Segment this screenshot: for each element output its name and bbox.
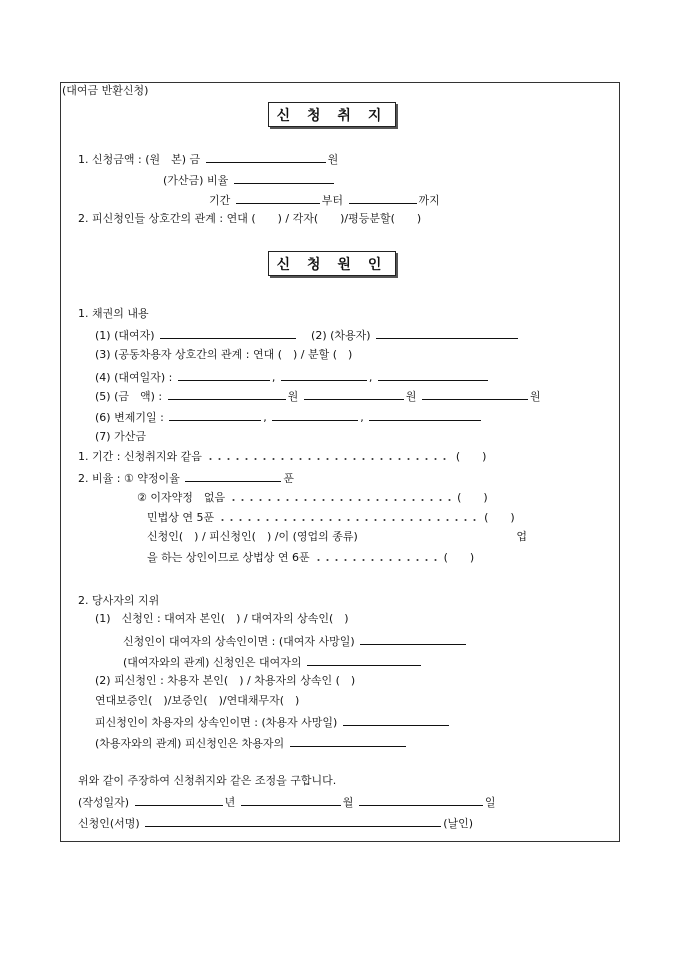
date-label: (작성일자) — [78, 796, 130, 809]
applicant-relation-field[interactable] — [307, 654, 421, 666]
pun-label: 푼 — [283, 472, 294, 485]
borrower-field[interactable] — [376, 327, 518, 339]
dot-leader — [314, 550, 440, 561]
due-date-field-1[interactable] — [169, 409, 261, 421]
respondent-relation-label: (차용자와의 관계) 피신청인은 차용자의 — [95, 737, 285, 750]
due-date-field-3[interactable] — [369, 409, 481, 421]
checkbox-paren[interactable]: ( ) — [455, 450, 487, 463]
applicant-heir-row — [123, 633, 468, 649]
checkbox-paren[interactable]: ( ) — [443, 551, 475, 564]
parties-heading: 2. 당사자의 지위 — [78, 594, 160, 607]
dot-leader — [206, 449, 452, 460]
amount-field-3[interactable] — [422, 388, 528, 400]
checkbox-paren[interactable]: ( ) — [484, 511, 515, 524]
agreed-rate-row — [78, 470, 294, 486]
surcharge-period-row — [78, 449, 486, 464]
agreed-rate-field[interactable] — [185, 470, 281, 482]
respondent-heir-label: 피신청인이 차용자의 상속인이면 : (차용자 사망일) — [95, 716, 338, 729]
claim-heading: 1. 채권의 내용 — [78, 307, 149, 320]
merchant-row-1 — [147, 530, 527, 544]
commercial-law-text: 을 하는 상인이므로 상법상 연 6푼 — [147, 551, 310, 564]
due-date-label: (6) 변제기일 : — [95, 411, 164, 424]
year-field[interactable] — [135, 794, 223, 806]
comma: , — [368, 371, 373, 384]
civil-law-row — [147, 510, 515, 525]
borrower-label: (2) (차용자) — [311, 329, 371, 342]
loan-date-field-3[interactable] — [378, 369, 488, 381]
surcharge-label: (7) 가산금 — [95, 430, 146, 443]
applicant-relation-label: (대여자와의 관계) 신청인은 대여자의 — [123, 656, 302, 669]
respondent-relation-row — [95, 735, 408, 751]
from-label: 부터 — [321, 194, 344, 207]
due-date-row — [95, 409, 483, 425]
co-borrower-row: (3) (공동차용자 상호간의 관계 : 연대 ( ) / 분할 ( ) — [95, 348, 353, 361]
month-label: 월 — [342, 796, 354, 809]
loan-date-field-1[interactable] — [178, 369, 270, 381]
section-title-cause: 신 청 원 인 — [268, 251, 396, 276]
guarantor-row: 연대보증인( )/보증인( )/연대채무자( ) — [95, 694, 300, 707]
day-field[interactable] — [359, 794, 483, 806]
applicant-heir-label: 신청인이 대여자의 상속인이면 : (대여자 사망일) — [123, 635, 355, 648]
no-interest-text: ② 이자약정 없음 — [137, 491, 226, 504]
respondent-row: (2) 피신청인 : 차용자 본인( ) / 차용자의 상속인 ( ) — [95, 674, 356, 687]
comma: , — [263, 411, 267, 424]
agreed-rate-label: 2. 비율 : ① 약정이율 — [78, 472, 180, 485]
period-until-field[interactable] — [349, 192, 417, 204]
applicant-row: (1) 신청인 : 대여자 본인( ) / 대여자의 상속인( ) — [95, 612, 349, 625]
amount-field-2[interactable] — [304, 388, 404, 400]
month-field[interactable] — [241, 794, 341, 806]
borrower-death-date-field[interactable] — [343, 714, 449, 726]
closing-statement: 위와 같이 주장하여 신청취지와 같은 조정을 구합니다. — [78, 774, 337, 787]
applicant-relation-row — [123, 654, 423, 670]
amount-detail-label: (5) (금 액) : — [95, 390, 163, 403]
respondent-relation: 2. 피신청인들 상호간의 관계 : 연대 ( ) / 각자( )/평등분할( ) — [78, 212, 422, 225]
won-label: 원 — [529, 390, 541, 403]
period-from-field[interactable] — [236, 192, 320, 204]
respondent-relation-field[interactable] — [290, 735, 406, 747]
checkbox-paren[interactable]: ( ) — [457, 491, 488, 504]
won-label: 원 — [405, 390, 417, 403]
until-label: 까지 — [418, 194, 440, 207]
amount-row — [78, 151, 338, 167]
due-date-field-2[interactable] — [272, 409, 358, 421]
principal-field[interactable] — [206, 151, 326, 163]
section-title-purpose: 신 청 취 지 — [268, 102, 396, 127]
comma: , — [360, 411, 364, 424]
amount-field-1[interactable] — [168, 388, 286, 400]
business-suffix: 업 — [516, 530, 527, 543]
lender-field[interactable] — [160, 327, 296, 339]
amount-detail-row — [95, 388, 541, 404]
dot-leader — [218, 510, 480, 521]
merchant-row-2 — [147, 550, 474, 565]
day-label: 일 — [484, 796, 496, 809]
no-interest-row — [137, 490, 488, 505]
seal-label: (날인) — [443, 817, 474, 830]
parties-row — [95, 327, 520, 343]
period-row — [209, 192, 440, 208]
signature-row — [78, 815, 473, 831]
civil-law-text: 민법상 연 5푼 — [147, 511, 215, 524]
won-label: 원 — [327, 153, 339, 166]
signature-field[interactable] — [145, 815, 441, 827]
dot-leader — [229, 490, 453, 501]
period-text: 1. 기간 : 신청취지와 같음 — [78, 450, 202, 463]
loan-date-field-2[interactable] — [281, 369, 367, 381]
merchant-text: 신청인( ) / 피신청인( ) /이 (영업의 종류) — [147, 530, 358, 543]
date-row — [78, 794, 496, 810]
lender-label: (1) (대여자) — [95, 329, 155, 342]
signature-label: 신청인(서명) — [78, 817, 140, 830]
rate-label: (가산금) 비율 — [163, 174, 229, 187]
loan-date-label: (4) (대여일자) : — [95, 371, 173, 384]
amount-label: 1. 신청금액 : (원 본) 금 — [78, 153, 201, 166]
won-label: 원 — [287, 390, 299, 403]
respondent-heir-row — [95, 714, 451, 730]
rate-field[interactable] — [234, 172, 334, 184]
form-header: (대여금 반환신청) — [62, 84, 149, 97]
loan-date-row — [95, 369, 490, 385]
rate-row — [163, 172, 336, 188]
comma: , — [271, 371, 276, 384]
lender-death-date-field[interactable] — [360, 633, 466, 645]
period-label: 기간 — [209, 194, 231, 207]
year-label: 년 — [224, 796, 236, 809]
